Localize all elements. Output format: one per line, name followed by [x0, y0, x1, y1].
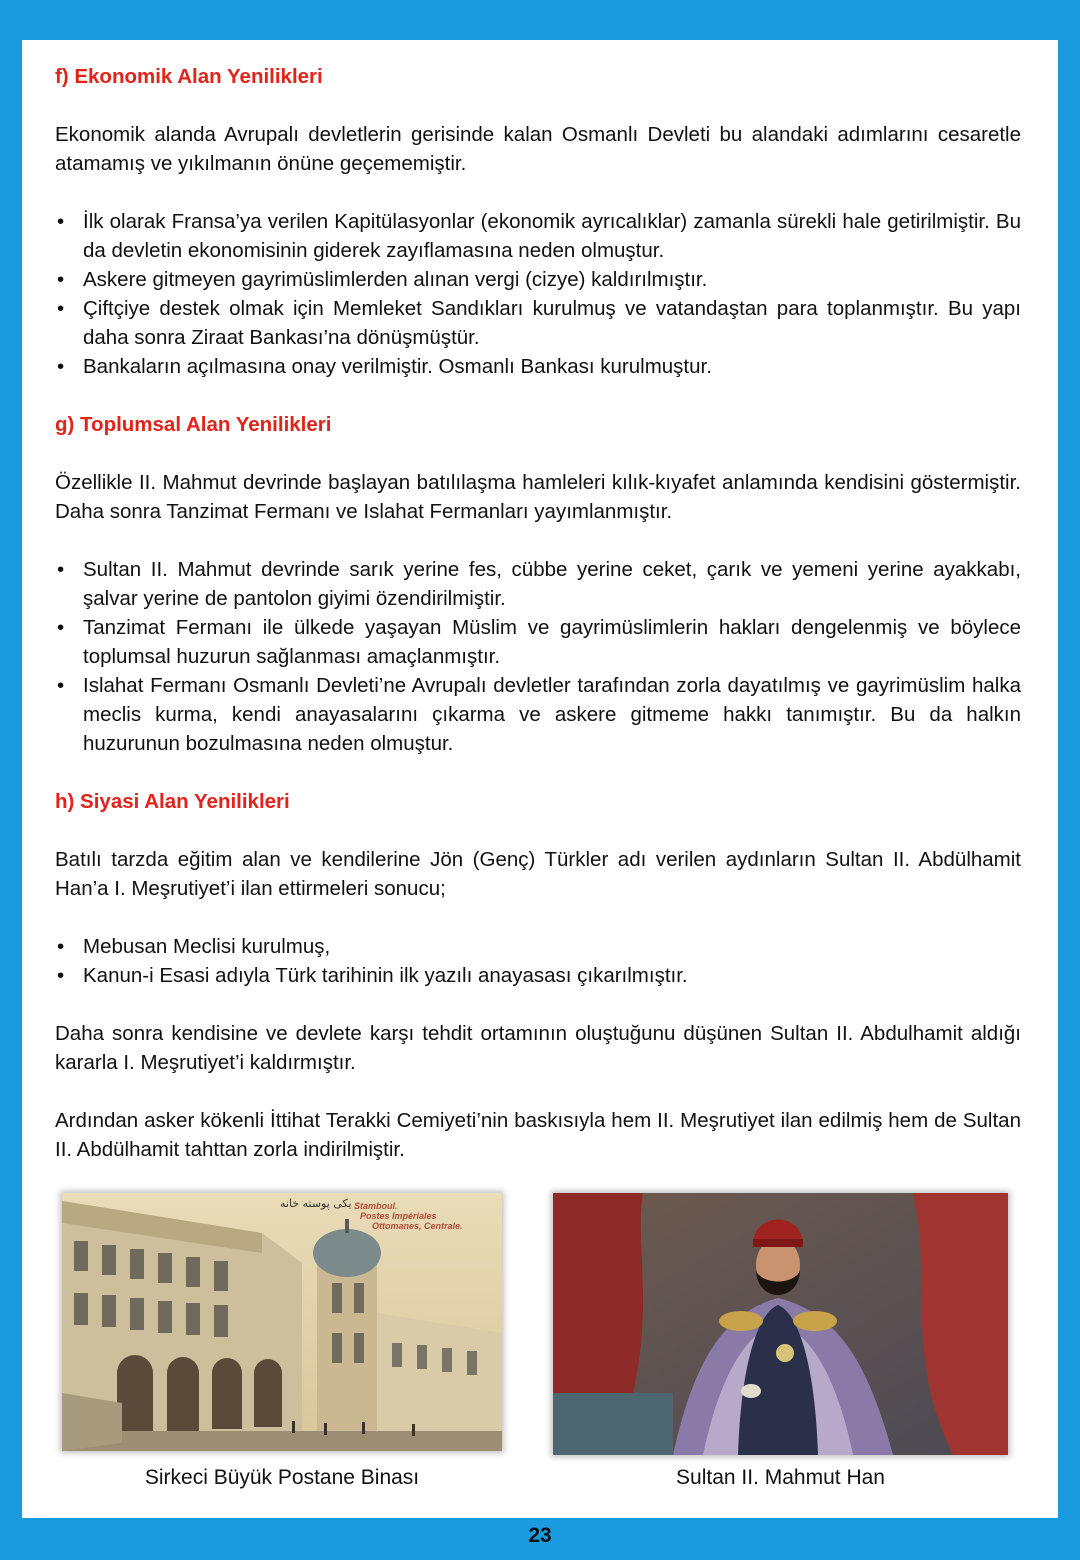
bullet-list-social — [55, 555, 1021, 758]
postcard-caption-line1: Stamboul. — [354, 1201, 398, 1211]
page-number: 23 — [528, 1524, 552, 1547]
section-heading-political: h) Siyasi Alan Yenilikleri — [55, 790, 290, 813]
figure-sultan — [553, 1193, 1008, 1455]
sultan-portrait-image — [553, 1193, 1008, 1455]
list-item: • Kanun-i Esasi adıyla Türk tarihinin ilk yazılı anayasası çıkarılmıştır. — [55, 961, 1021, 990]
bullet-list-political — [55, 932, 1021, 990]
list-item: • Bankaların açılmasına onay verilmiştir. Osmanlı Bankası kurulmuştur. — [55, 352, 1021, 381]
figure-row — [22, 1193, 1058, 1493]
postcard-ottoman-text: يكى پوسته خانه — [280, 1197, 352, 1210]
list-item: • Çiftçiye destek olmak için Memleket Sandıkları kurulmuş ve vatandaştan para toplanmıştır. Bu yapı daha sonra Ziraat Bankası’na dönüşmüştür. — [55, 294, 1021, 352]
section-intro-political: Batılı tarzda eğitim alan ve kendilerine Jön (Genç) Türkler adı verilen aydınların Sultan II. Abdülhamit Han’a I. Meşrutiyet’i ilan ettirmeleri sonucu; — [55, 848, 1021, 900]
figure-post-office — [62, 1193, 502, 1451]
list-item: • Mebusan Meclisi kurulmuş, — [55, 932, 1021, 961]
list-item: • Sultan II. Mahmut devrinde sarık yerine fes, cübbe yerine ceket, çarık ve yemeni yerine ayakkabı, şalvar yerine de pantolon giyimi özendirilmiştir. — [55, 555, 1021, 613]
caption-post-office: Sirkeci Büyük Postane Binası — [144, 1466, 420, 1489]
caption-sultan: Sultan II. Mahmut Han — [676, 1466, 885, 1489]
post-office-illustration — [62, 1193, 502, 1451]
paragraph-second-constitution: Ardından asker kökenli İttihat Terakki Cemiyeti’nin baskısıyla hem II. Meşrutiyet ilan edilmiş hem de Sultan II. Abdülhamit tahttan zorla indirilmiştir. — [55, 1109, 1021, 1161]
post-office-image — [62, 1193, 502, 1451]
section-intro-economic: Ekonomik alanda Avrupalı devletlerin gerisinde kalan Osmanlı Devleti bu alandaki adımlarını cesaretle atamamış ve yıkılmanın önüne geçememiştir. — [55, 123, 1021, 175]
section-intro-social: Özellikle II. Mahmut devrinde başlayan batılılaşma hamleleri kılık-kıyafet anlamında kendisini göstermiştir. Daha sonra Tanzimat Fermanı ve Islahat Fermanları yayımlanmıştır. — [55, 471, 1021, 523]
sultan-portrait-illustration — [553, 1193, 1008, 1455]
postcard-caption-line2: Postes Impériales — [360, 1211, 437, 1221]
paragraph-abolition: Daha sonra kendisine ve devlete karşı tehdit ortamının oluştuğunu düşünen Sultan II. Abdulhamit aldığı kararla I. Meşrutiyet’i kaldırmıştır. — [55, 1022, 1021, 1074]
bullet-list-economic — [55, 207, 1021, 381]
list-item: • Tanzimat Fermanı ile ülkede yaşayan Müslim ve gayrimüslimlerin hakları dengelenmiş ve böylece toplumsal huzurun sağlanması amaçlanmıştır. — [55, 613, 1021, 671]
section-heading-economic: f) Ekonomik Alan Yenilikleri — [55, 65, 323, 88]
page — [22, 40, 1058, 1518]
list-item: • Islahat Fermanı Osmanlı Devleti’ne Avrupalı devletler tarafından zorla dayatılmış ve gayrimüslim halka meclis kurma, kendi anayasalarını çıkarma ve askere gitmeme hakkı tanımıştır. Bu da halkın huzurunun bozulmasına neden olmuştur. — [55, 671, 1021, 758]
postcard-caption-line3: Ottomanes, Centrale. — [372, 1221, 463, 1231]
list-item: • Askere gitmeyen gayrimüslimlerden alınan vergi (cizye) kaldırılmıştır. — [55, 265, 1021, 294]
section-heading-social: g) Toplumsal Alan Yenilikleri — [55, 413, 332, 436]
content — [55, 62, 1021, 1164]
list-item: • İlk olarak Fransa’ya verilen Kapitülasyonlar (ekonomik ayrıcalıklar) zamanla sürekli hale getirilmiştir. Bu da devletin ekonomisinin giderek zayıflamasına neden olmuştur. — [55, 207, 1021, 265]
